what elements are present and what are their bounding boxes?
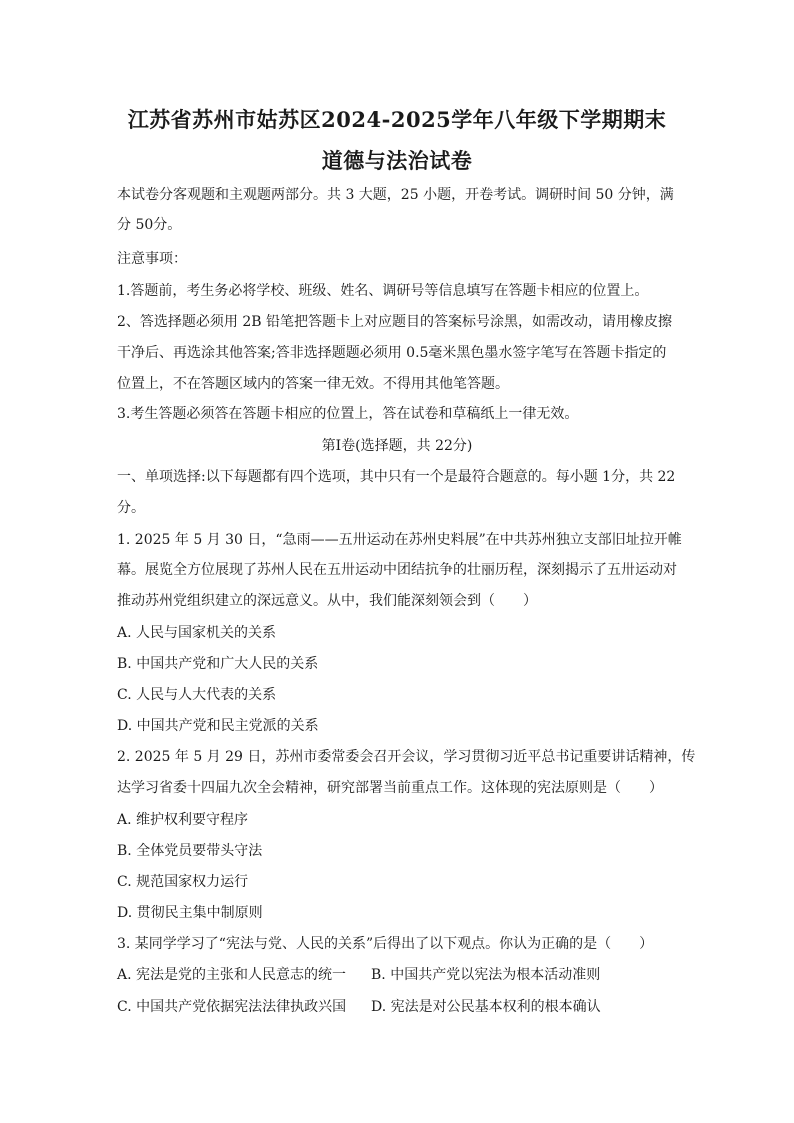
section-title: 第Ⅰ卷(选择题，共 22分) xyxy=(321,438,473,454)
question-1-option-d: D. 中国共产党和民主党派的关系 xyxy=(117,718,319,734)
notes-heading: 注意事项： xyxy=(117,251,187,267)
exam-title-line1: 江苏省苏州市姑苏区2024-2025学年八年级下学期期末 xyxy=(127,107,667,132)
question-1-line-1: 1. 2025 年 5 月 30 日，“急雨——五卅运动在苏州史料展”在中共苏州独立支部旧址拉开帷 xyxy=(117,532,682,548)
question-3-line-1: 3. 某同学学习了“宪法与党、人民的关系”后得出了以下观点。你认为正确的是（ ） xyxy=(117,936,654,952)
intro-line-2: 分 50分。 xyxy=(117,217,182,233)
question-2-option-a: A. 维护权利要守程序 xyxy=(117,812,249,828)
note-2-line-2: 干净后、再选涂其他答案;答非选择题题必须用 0.5毫米黑色墨水签字笔写在答题卡指定的 xyxy=(117,345,667,361)
question-3-option-a: A. 宪法是党的主张和人民意志的统一 xyxy=(117,967,347,983)
question-2-option-b: B. 全体党员要带头守法 xyxy=(117,843,263,859)
question-1-option-a: A. 人民与国家机关的关系 xyxy=(117,625,277,641)
note-1: 1.答题前，考生务必将学校、班级、姓名、调研号等信息填写在答题卡相应的位置上。 xyxy=(117,283,649,299)
exam-title-line2: 道德与法治试卷 xyxy=(321,148,473,173)
question-3-option-c: C. 中国共产党依据宪法法律执政兴国 xyxy=(117,999,347,1015)
intro-line-1: 本试卷分客观题和主观题两部分。共 3 大题，25 小题，开卷考试。调研时间 50 分钟，满 xyxy=(117,187,674,203)
question-1-line-2: 幕。展览全方位展现了苏州人民在五卅运动中团结抗争的壮丽历程，深刻揭示了五卅运动对 xyxy=(117,562,677,578)
question-3-option-b: B. 中国共产党以宪法为根本活动准则 xyxy=(371,967,601,983)
note-3: 3.考生答题必须答在答题卡相应的位置上，答在试卷和草稿纸上一律无效。 xyxy=(117,406,579,422)
question-2-line-2: 达学习省委十四届九次全会精神，研究部署当前重点工作。这体现的宪法原则是（ ） xyxy=(117,780,663,796)
question-1-option-b: B. 中国共产党和广大人民的关系 xyxy=(117,656,319,672)
question-2-option-c: C. 规范国家权力运行 xyxy=(117,874,249,890)
question-2-line-1: 2. 2025 年 5 月 29 日，苏州市委常委会召开会议，学习贯彻习近平总书记重要讲话精神，传 xyxy=(117,749,696,765)
note-2-line-3: 位置上，不在答题区域内的答案一律无效。不得用其他笔答题。 xyxy=(117,376,509,392)
question-1-option-c: C. 人民与人大代表的关系 xyxy=(117,687,277,703)
question-3-option-d: D. 宪法是对公民基本权利的根本确认 xyxy=(371,999,601,1015)
section-instructions-line-1: 一、单项选择:以下每题都有四个选项，其中只有一个是最符合题意的。每小题 1分，共 22 xyxy=(117,469,676,485)
question-2-option-d: D. 贯彻民主集中制原则 xyxy=(117,905,263,921)
note-2-line-1: 2、答选择题必须用 2B 铅笔把答题卡上对应题目的答案标号涂黑，如需改动，请用橡皮擦 xyxy=(117,314,673,330)
question-1-line-3: 推动苏州党组织建立的深远意义。从中，我们能深刻领会到（ ） xyxy=(117,593,537,609)
section-instructions-line-2: 分。 xyxy=(117,500,145,516)
